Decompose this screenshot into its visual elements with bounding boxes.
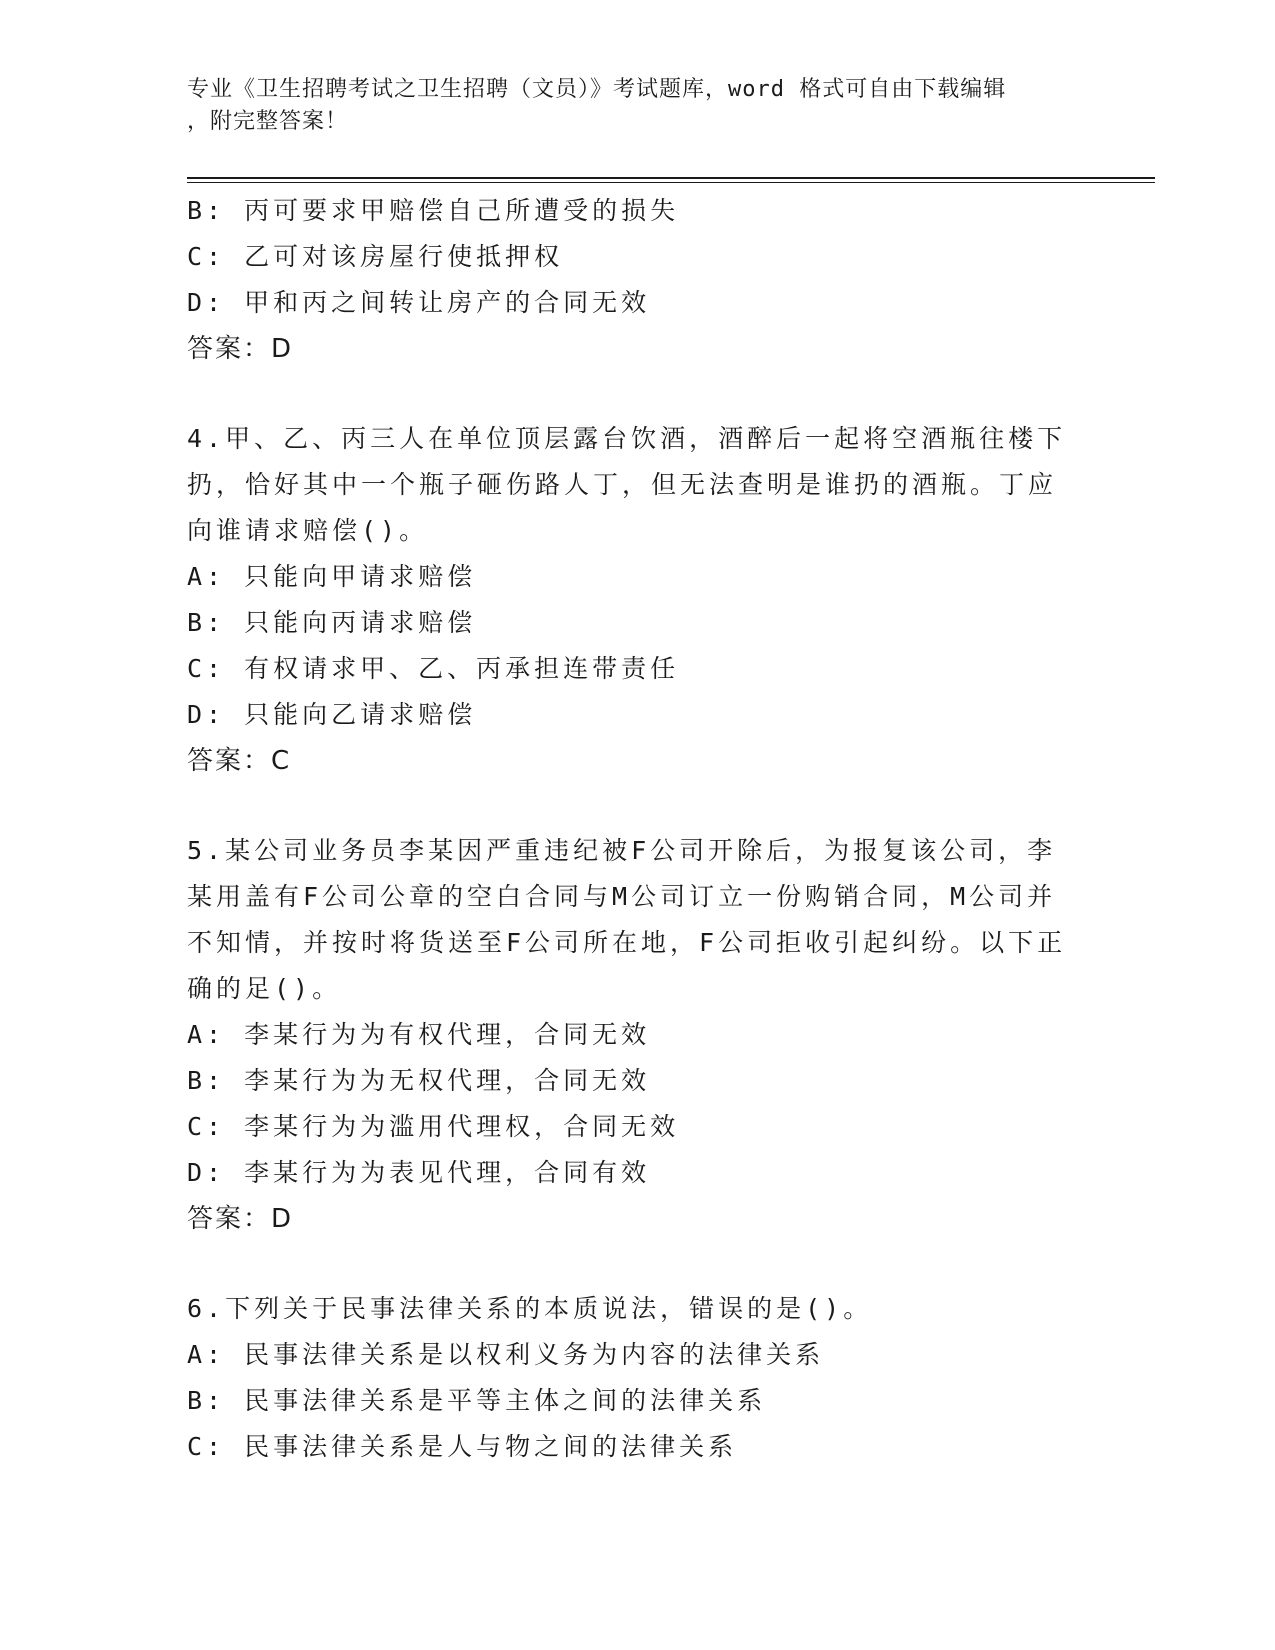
question-stem-line: 扔，恰好其中一个瓶子砸伤路人丁，但无法查明是谁扔的酒瓶。丁应 <box>187 470 1058 499</box>
option-c: C: 乙可对该房屋行使抵押权 <box>187 242 564 271</box>
header-line-2: ，附完整答案！ <box>187 109 349 134</box>
answer-label: 答案：D <box>187 1204 294 1234</box>
question-stem-line: 5.某公司业务员李某因严重违纪被F公司开除后，为报复该公司，李 <box>187 836 1057 865</box>
question-6 <box>187 1286 1087 1470</box>
page-header <box>187 74 1087 138</box>
option-c: C: 有权请求甲、乙、丙承担连带责任 <box>187 654 680 683</box>
question-stem-line: 6.下列关于民事法律关系的本质说法，错误的是()。 <box>187 1294 873 1323</box>
option-c: C: 李某行为为滥用代理权，合同无效 <box>187 1112 680 1141</box>
option-d: D: 甲和丙之间转让房产的合同无效 <box>187 288 651 317</box>
option-b: B: 只能向丙请求赔偿 <box>187 608 477 637</box>
option-a: A: 民事法律关系是以权利义务为内容的法律关系 <box>187 1340 825 1369</box>
option-d: D: 李某行为为表见代理，合同有效 <box>187 1158 651 1187</box>
option-b: B: 民事法律关系是平等主体之间的法律关系 <box>187 1386 767 1415</box>
question-list <box>187 188 1087 1470</box>
question-stem-line: 4.甲、乙、丙三人在单位顶层露台饮酒，酒醉后一起将空酒瓶往楼下 <box>187 424 1067 453</box>
question-5 <box>187 828 1087 1242</box>
answer-label: 答案：C <box>187 746 292 776</box>
option-d: D: 只能向乙请求赔偿 <box>187 700 477 729</box>
header-divider <box>187 177 1155 179</box>
question-3-tail <box>187 188 1087 372</box>
question-4 <box>187 416 1087 784</box>
option-a: A: 只能向甲请求赔偿 <box>187 562 477 591</box>
option-c: C: 民事法律关系是人与物之间的法律关系 <box>187 1432 738 1461</box>
option-a: A: 李某行为为有权代理，合同无效 <box>187 1020 651 1049</box>
question-stem-line: 确的足()。 <box>187 974 342 1003</box>
question-stem-line: 某用盖有F公司公章的空白合同与M公司订立一份购销合同，M公司并 <box>187 882 1057 911</box>
option-b: B: 李某行为为无权代理，合同无效 <box>187 1066 651 1095</box>
option-b: B: 丙可要求甲赔偿自己所遭受的损失 <box>187 196 680 225</box>
header-divider-thin <box>187 182 1155 183</box>
question-stem-line: 不知情，并按时将货送至F公司所在地，F公司拒收引起纠纷。以下正 <box>187 928 1067 957</box>
header-line-1: 专业《卫生招聘考试之卫生招聘（文员）》考试题库，word 格式可自由下载编辑 <box>187 77 1007 102</box>
answer-label: 答案：D <box>187 334 294 364</box>
question-stem-line: 向谁请求赔偿()。 <box>187 516 429 545</box>
